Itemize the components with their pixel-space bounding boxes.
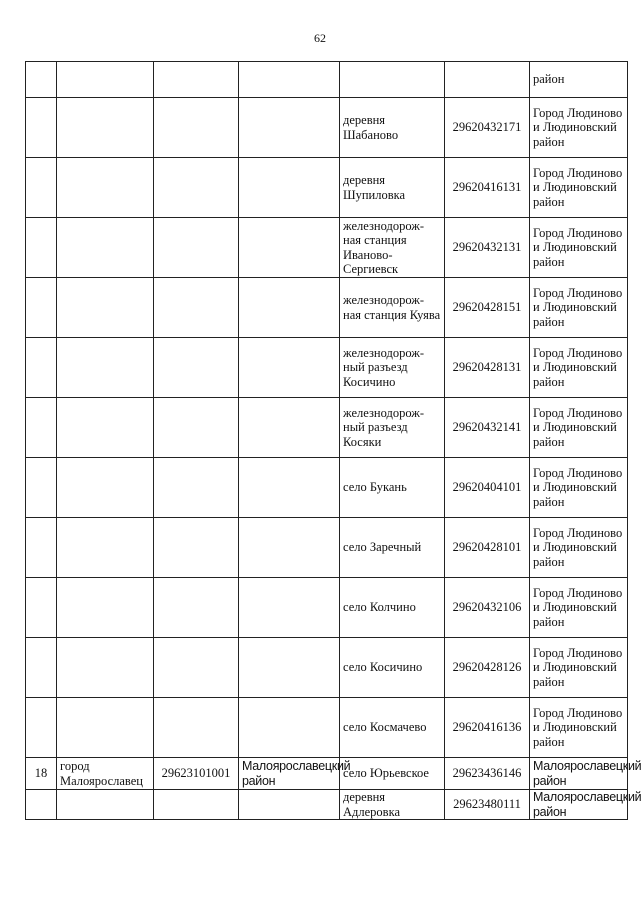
city-code-cell — [154, 638, 239, 698]
settlement-cell: село Букань — [340, 458, 445, 518]
number-cell — [26, 790, 57, 820]
city-cell — [57, 518, 154, 578]
city-cell — [57, 458, 154, 518]
city-cell — [57, 158, 154, 218]
city-code-cell — [154, 338, 239, 398]
table-row — [26, 458, 628, 518]
city-code-cell — [154, 790, 239, 820]
settlement-code-cell: 29620432141 — [445, 398, 530, 458]
city-cell — [57, 278, 154, 338]
table-row — [26, 578, 628, 638]
region-cell — [239, 278, 340, 338]
city-cell — [57, 98, 154, 158]
settlement-cell — [340, 62, 445, 98]
region-cell — [239, 698, 340, 758]
number-cell — [26, 578, 57, 638]
region-cell: Малоярославецкий район — [239, 758, 340, 790]
district-cell: Город Людиново и Людиновский район — [530, 218, 628, 278]
region-cell — [239, 518, 340, 578]
number-cell — [26, 278, 57, 338]
region-cell — [239, 158, 340, 218]
region-cell — [239, 638, 340, 698]
settlement-code-cell — [445, 62, 530, 98]
settlement-code-cell: 29620432131 — [445, 218, 530, 278]
table-row — [26, 278, 628, 338]
settlement-cell: село Косичино — [340, 638, 445, 698]
district-cell: Город Людиново и Людиновский район — [530, 698, 628, 758]
city-cell — [57, 398, 154, 458]
settlement-cell: железнодорож-ный разъезд Косичино — [340, 338, 445, 398]
table-row — [26, 62, 628, 98]
city-code-cell — [154, 218, 239, 278]
district-cell: Город Людиново и Людиновский район — [530, 578, 628, 638]
city-cell — [57, 638, 154, 698]
table-row — [26, 158, 628, 218]
region-cell — [239, 62, 340, 98]
number-cell — [26, 62, 57, 98]
settlement-cell: железнодорож-ная станция Куява — [340, 278, 445, 338]
table-row — [26, 698, 628, 758]
city-code-cell — [154, 158, 239, 218]
number-cell — [26, 398, 57, 458]
city-code-cell — [154, 62, 239, 98]
settlement-cell: железнодорож-ная станция Иваново-Сергиевск — [340, 218, 445, 278]
city-cell — [57, 62, 154, 98]
table-row — [26, 758, 628, 790]
settlement-code-cell: 29623436146 — [445, 758, 530, 790]
number-cell: 18 — [26, 758, 57, 790]
number-cell — [26, 218, 57, 278]
district-cell: Город Людиново и Людиновский район — [530, 458, 628, 518]
settlement-code-cell: 29620404101 — [445, 458, 530, 518]
settlement-code-cell: 29620416136 — [445, 698, 530, 758]
district-cell: Город Людиново и Людиновский район — [530, 278, 628, 338]
table-row — [26, 518, 628, 578]
number-cell — [26, 638, 57, 698]
city-cell — [57, 338, 154, 398]
city-cell — [57, 578, 154, 638]
city-cell: город Малоярославец — [57, 758, 154, 790]
region-cell — [239, 218, 340, 278]
table-row — [26, 338, 628, 398]
city-code-cell — [154, 458, 239, 518]
city-code-cell — [154, 698, 239, 758]
city-code-cell — [154, 398, 239, 458]
settlement-code-cell: 29623480111 — [445, 790, 530, 820]
city-code-cell — [154, 518, 239, 578]
district-cell: Город Людиново и Людиновский район — [530, 98, 628, 158]
settlement-cell: село Колчино — [340, 578, 445, 638]
district-cell: Город Людиново и Людиновский район — [530, 398, 628, 458]
district-cell: Малоярославецкий район — [530, 790, 628, 820]
number-cell — [26, 518, 57, 578]
city-cell — [57, 698, 154, 758]
settlement-cell: железнодорож-ный разъезд Косяки — [340, 398, 445, 458]
settlement-cell: село Заречный — [340, 518, 445, 578]
city-code-cell — [154, 98, 239, 158]
page-number: 62 — [314, 31, 326, 45]
district-cell: район — [530, 62, 628, 98]
city-cell — [57, 218, 154, 278]
settlement-cell: село Космачево — [340, 698, 445, 758]
region-cell — [239, 790, 340, 820]
settlement-code-cell: 29620416131 — [445, 158, 530, 218]
table-row — [26, 790, 628, 820]
region-cell — [239, 458, 340, 518]
table-row — [26, 398, 628, 458]
settlement-code-cell: 29620428126 — [445, 638, 530, 698]
number-cell — [26, 98, 57, 158]
city-code-cell — [154, 578, 239, 638]
number-cell — [26, 158, 57, 218]
settlement-code-cell: 29620432171 — [445, 98, 530, 158]
city-code-cell: 29623101001 — [154, 758, 239, 790]
region-cell — [239, 98, 340, 158]
region-cell — [239, 398, 340, 458]
settlement-cell: село Юрьевское — [340, 758, 445, 790]
number-cell — [26, 458, 57, 518]
settlements-table — [25, 61, 641, 820]
district-cell: Город Людиново и Людиновский район — [530, 338, 628, 398]
settlement-cell: деревня Адлеровка — [340, 790, 445, 820]
city-code-cell — [154, 278, 239, 338]
number-cell — [26, 338, 57, 398]
district-cell: Город Людиново и Людиновский район — [530, 158, 628, 218]
region-cell — [239, 338, 340, 398]
district-cell: Город Людиново и Людиновский район — [530, 518, 628, 578]
district-cell: Малоярославецкий район — [530, 758, 628, 790]
settlement-cell: деревня Шупиловка — [340, 158, 445, 218]
city-cell — [57, 790, 154, 820]
table-row — [26, 638, 628, 698]
settlement-cell: деревня Шабаново — [340, 98, 445, 158]
district-cell: Город Людиново и Людиновский район — [530, 638, 628, 698]
region-cell — [239, 578, 340, 638]
settlement-code-cell: 29620428101 — [445, 518, 530, 578]
table-row — [26, 218, 628, 278]
settlement-code-cell: 29620428131 — [445, 338, 530, 398]
settlement-code-cell: 29620428151 — [445, 278, 530, 338]
number-cell — [26, 698, 57, 758]
settlement-code-cell: 29620432106 — [445, 578, 530, 638]
table-row — [26, 98, 628, 158]
